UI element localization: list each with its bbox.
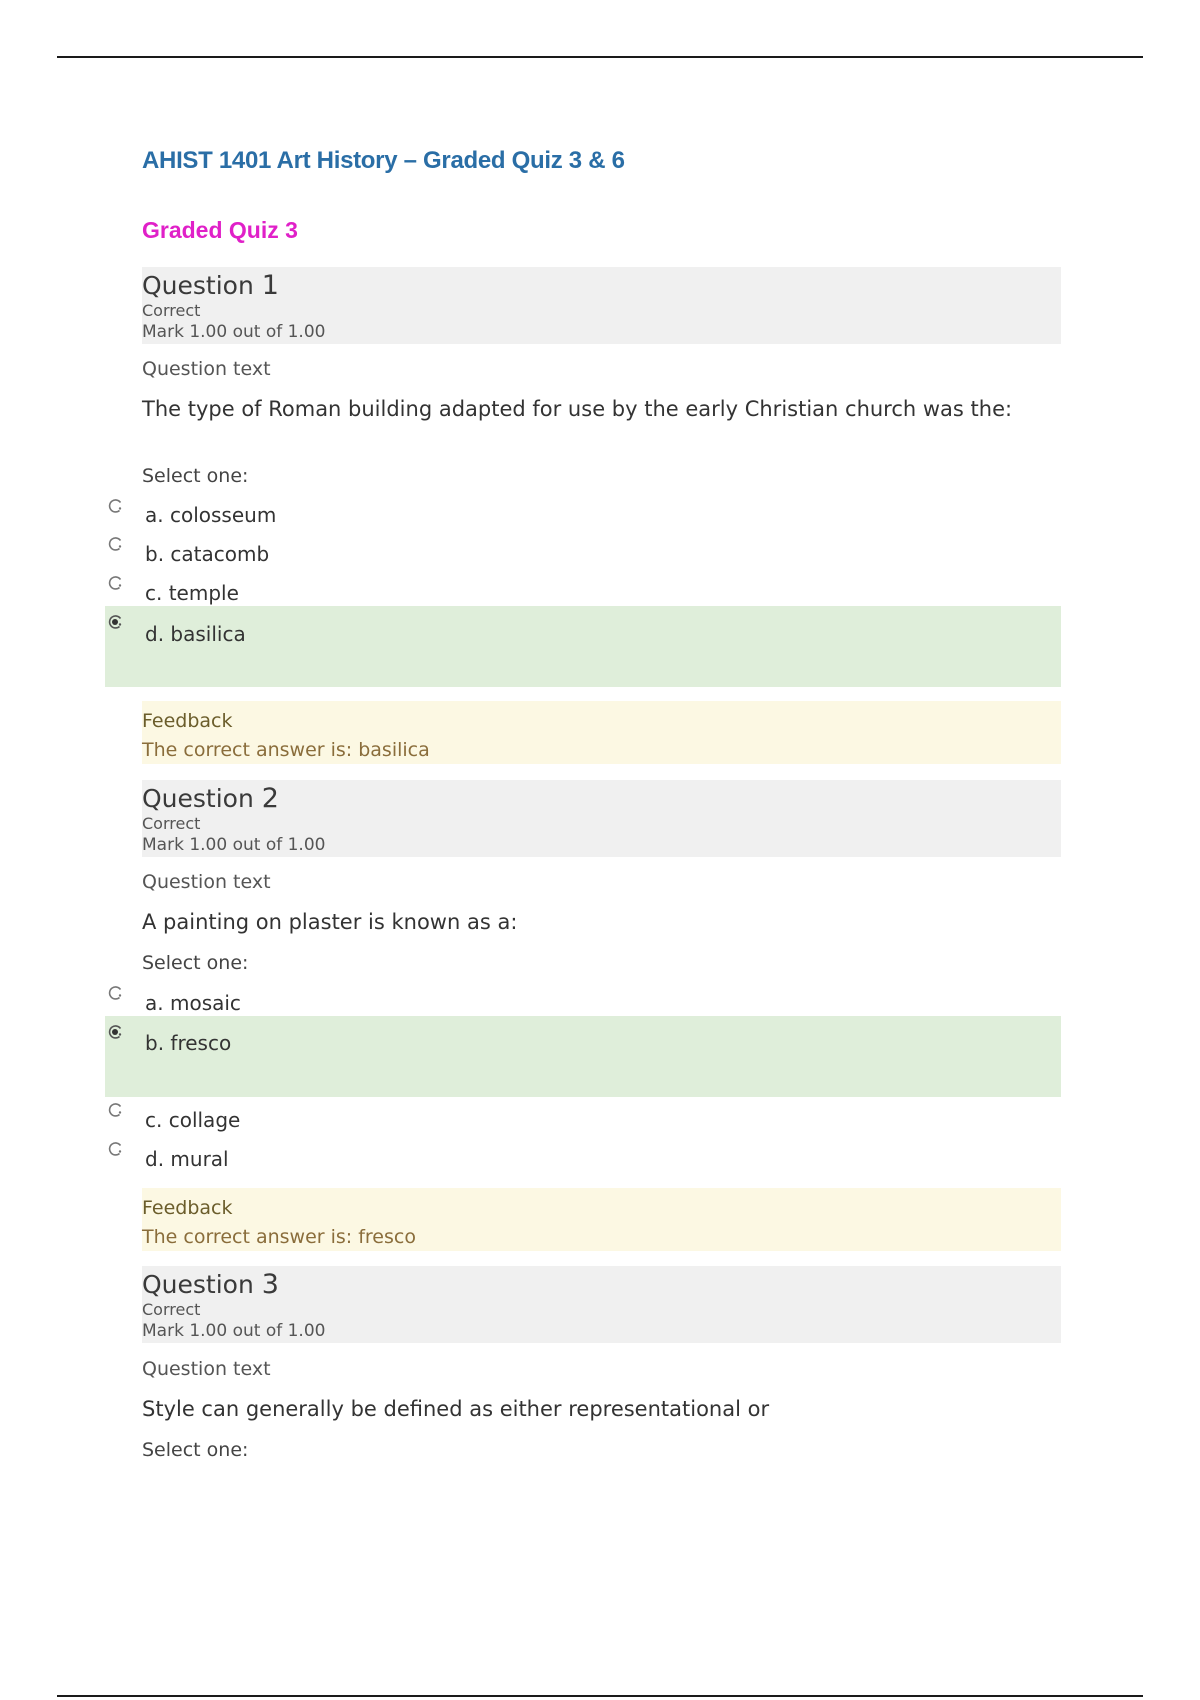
radio-selected-icon[interactable] [107,614,123,630]
option-c[interactable]: c. temple [145,581,239,605]
option-b[interactable]: b. catacomb [145,542,270,566]
radio-unselected-icon[interactable] [107,1141,123,1157]
radio-unselected-icon[interactable] [107,1102,123,1118]
document-title: AHIST 1401 Art History – Graded Quiz 3 & 6 [142,147,625,174]
question-number [142,783,279,814]
question-text-label: Question text [142,358,271,380]
radio-unselected-icon[interactable] [107,575,123,591]
question-index: 2 [261,783,279,814]
option-d[interactable]: d. mural [145,1147,229,1171]
feedback-label: Feedback [142,710,233,732]
question-mark: Mark 1.00 out of 1.00 [142,322,326,342]
option-a[interactable]: a. colosseum [145,503,277,527]
feedback-box [142,701,1061,764]
feedback-label: Feedback [142,1197,233,1219]
question-word: Question [142,784,254,813]
question-index: 1 [261,270,279,301]
question-state: Correct [142,814,201,833]
option-c[interactable]: c. collage [145,1108,241,1132]
question-text-label: Question text [142,1358,271,1380]
option-b[interactable]: b. fresco [145,1031,232,1055]
question-header [142,780,1061,857]
bottom-rule [57,1695,1143,1697]
selected-answer-highlight [105,606,1061,687]
question-text-label: Question text [142,871,271,893]
question-header [142,267,1061,344]
question-state: Correct [142,1300,201,1319]
radio-unselected-icon[interactable] [107,985,123,1001]
select-one-label: Select one: [142,465,249,487]
selected-answer-highlight [105,1016,1061,1097]
question-header [142,1266,1061,1343]
question-mark: Mark 1.00 out of 1.00 [142,1321,326,1341]
question-state: Correct [142,301,201,320]
select-one-label: Select one: [142,952,249,974]
question-mark: Mark 1.00 out of 1.00 [142,835,326,855]
question-word: Question [142,1270,254,1299]
radio-unselected-icon[interactable] [107,498,123,514]
quiz-title: Graded Quiz 3 [142,217,298,243]
question-word: Question [142,271,254,300]
top-rule [57,56,1143,58]
feedback-text: The correct answer is: basilica [142,739,430,761]
select-one-label: Select one: [142,1439,249,1461]
question-prompt: A painting on plaster is known as a: [142,910,518,934]
question-number [142,1269,279,1300]
question-prompt: Style can generally be defined as either representational or [142,1397,770,1421]
question-prompt: The type of Roman building adapted for use by the early Christian church was the: [142,397,1013,421]
option-a[interactable]: a. mosaic [145,991,241,1015]
radio-unselected-icon[interactable] [107,536,123,552]
option-d[interactable]: d. basilica [145,622,246,646]
feedback-box [142,1188,1061,1251]
question-number [142,270,279,301]
radio-selected-icon[interactable] [107,1024,123,1040]
question-index: 3 [261,1269,279,1300]
feedback-text: The correct answer is: fresco [142,1226,416,1248]
